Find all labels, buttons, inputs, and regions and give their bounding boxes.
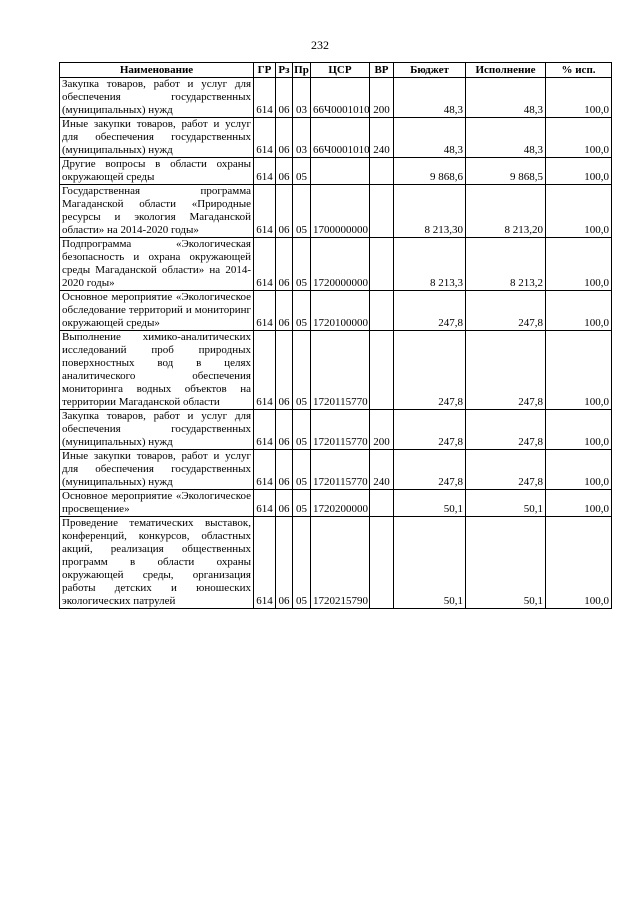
cell-percent: 100,0	[546, 450, 612, 490]
cell-percent: 100,0	[546, 78, 612, 118]
cell-gr: 614	[254, 331, 276, 410]
cell-execution: 48,3	[466, 78, 546, 118]
cell-vr: 240	[370, 450, 394, 490]
cell-name: Основное мероприятие «Экологическое обследование территорий и мониторинг окружающей среды»	[60, 291, 254, 331]
table-row	[60, 331, 612, 410]
header-name: Наименование	[60, 63, 254, 78]
cell-vr	[370, 158, 394, 185]
cell-csr: 1700000000	[311, 185, 370, 238]
cell-execution: 9 868,5	[466, 158, 546, 185]
cell-vr	[370, 331, 394, 410]
table-row	[60, 118, 612, 158]
cell-csr: 1720115770	[311, 331, 370, 410]
cell-name: Закупка товаров, работ и услуг для обеспечения государственных (муниципальных) нужд	[60, 78, 254, 118]
cell-csr: 1720100000	[311, 291, 370, 331]
cell-percent: 100,0	[546, 118, 612, 158]
cell-pr: 03	[293, 78, 311, 118]
cell-vr	[370, 238, 394, 291]
table-row	[60, 410, 612, 450]
budget-table	[59, 62, 612, 609]
cell-budget: 50,1	[394, 517, 466, 609]
cell-name: Иные закупки товаров, работ и услуг для обеспечения государственных (муниципальных) нужд	[60, 118, 254, 158]
page-number: 232	[311, 38, 329, 52]
cell-rz: 06	[276, 450, 293, 490]
cell-name: Основное мероприятие «Экологическое просвещение»	[60, 490, 254, 517]
cell-rz: 06	[276, 517, 293, 609]
cell-csr: 1720200000	[311, 490, 370, 517]
cell-csr: 66Ч0001010	[311, 78, 370, 118]
cell-gr: 614	[254, 158, 276, 185]
cell-pr: 05	[293, 238, 311, 291]
cell-budget: 247,8	[394, 291, 466, 331]
cell-budget: 48,3	[394, 78, 466, 118]
cell-pr: 05	[293, 331, 311, 410]
header-budget: Бюджет	[394, 63, 466, 78]
cell-budget: 8 213,3	[394, 238, 466, 291]
cell-rz: 06	[276, 490, 293, 517]
cell-vr: 200	[370, 410, 394, 450]
cell-execution: 50,1	[466, 490, 546, 517]
cell-rz: 06	[276, 410, 293, 450]
cell-vr: 240	[370, 118, 394, 158]
cell-name: Другие вопросы в области охраны окружающей среды	[60, 158, 254, 185]
cell-csr: 1720115770	[311, 410, 370, 450]
cell-gr: 614	[254, 450, 276, 490]
cell-csr: 1720215790	[311, 517, 370, 609]
cell-execution: 247,8	[466, 450, 546, 490]
table-row	[60, 490, 612, 517]
cell-percent: 100,0	[546, 238, 612, 291]
cell-gr: 614	[254, 118, 276, 158]
cell-rz: 06	[276, 158, 293, 185]
header-gr: ГР	[254, 63, 276, 78]
cell-percent: 100,0	[546, 158, 612, 185]
cell-gr: 614	[254, 517, 276, 609]
cell-budget: 9 868,6	[394, 158, 466, 185]
cell-budget: 247,8	[394, 450, 466, 490]
cell-vr	[370, 490, 394, 517]
table-row	[60, 185, 612, 238]
table-row	[60, 291, 612, 331]
cell-pr: 05	[293, 291, 311, 331]
cell-rz: 06	[276, 291, 293, 331]
cell-rz: 06	[276, 185, 293, 238]
cell-gr: 614	[254, 490, 276, 517]
table-row	[60, 238, 612, 291]
table-row	[60, 158, 612, 185]
cell-vr	[370, 185, 394, 238]
cell-gr: 614	[254, 238, 276, 291]
cell-execution: 48,3	[466, 118, 546, 158]
cell-percent: 100,0	[546, 410, 612, 450]
cell-rz: 06	[276, 331, 293, 410]
cell-percent: 100,0	[546, 490, 612, 517]
header-pr: Пр	[294, 63, 309, 76]
cell-execution: 247,8	[466, 331, 546, 410]
cell-rz: 06	[276, 118, 293, 158]
cell-execution: 247,8	[466, 291, 546, 331]
cell-csr	[311, 158, 370, 185]
cell-vr: 200	[370, 78, 394, 118]
cell-csr: 1720115770	[311, 450, 370, 490]
cell-name: Выполнение химико-аналитических исследований проб природных поверхностных вод в целях аналитического обеспечения мониторинга водных объектов на территории Магаданской области	[60, 331, 254, 410]
cell-budget: 8 213,30	[394, 185, 466, 238]
table-row	[60, 78, 612, 118]
cell-gr: 614	[254, 291, 276, 331]
cell-pr: 05	[293, 410, 311, 450]
table-row	[60, 517, 612, 609]
header-percent: % исп.	[546, 63, 612, 78]
cell-rz: 06	[276, 78, 293, 118]
cell-pr: 05	[293, 517, 311, 609]
cell-name: Государственная программа Магаданской области «Природные ресурсы и экология Магаданской области» на 2014-2020 годы»	[60, 185, 254, 238]
cell-vr	[370, 291, 394, 331]
cell-execution: 8 213,2	[466, 238, 546, 291]
table-header-row	[60, 63, 612, 78]
cell-budget: 247,8	[394, 331, 466, 410]
cell-pr: 03	[293, 118, 311, 158]
header-rz: Рз	[276, 63, 293, 78]
cell-pr: 05	[293, 158, 311, 185]
cell-execution: 8 213,20	[466, 185, 546, 238]
cell-name: Подпрограмма «Экологическая безопасность и охрана окружающей среды Магаданской области» на 2014-2020 годы»	[60, 238, 254, 291]
cell-pr: 05	[293, 490, 311, 517]
cell-vr	[370, 517, 394, 609]
cell-pr: 05	[293, 185, 311, 238]
cell-percent: 100,0	[546, 291, 612, 331]
cell-budget: 50,1	[394, 490, 466, 517]
cell-pr: 05	[293, 450, 311, 490]
cell-name: Иные закупки товаров, работ и услуг для обеспечения государственных (муниципальных) нужд	[60, 450, 254, 490]
header-csr: ЦСР	[311, 63, 370, 78]
header-vr: ВР	[370, 63, 394, 78]
cell-percent: 100,0	[546, 517, 612, 609]
cell-rz: 06	[276, 238, 293, 291]
cell-execution: 247,8	[466, 410, 546, 450]
cell-csr: 66Ч0001010	[311, 118, 370, 158]
cell-execution: 50,1	[466, 517, 546, 609]
cell-gr: 614	[254, 78, 276, 118]
cell-name: Проведение тематических выставок, конференций, конкурсов, областных акций, реализация общественных программ в области охраны окружающей среды, организация работы детских и юношеских экологических патрулей	[60, 517, 254, 609]
header-execution: Исполнение	[466, 63, 546, 78]
cell-name: Закупка товаров, работ и услуг для обеспечения государственных (муниципальных) нужд	[60, 410, 254, 450]
table-row	[60, 450, 612, 490]
cell-budget: 48,3	[394, 118, 466, 158]
cell-budget: 247,8	[394, 410, 466, 450]
cell-percent: 100,0	[546, 185, 612, 238]
cell-gr: 614	[254, 185, 276, 238]
cell-percent: 100,0	[546, 331, 612, 410]
cell-gr: 614	[254, 410, 276, 450]
cell-csr: 1720000000	[311, 238, 370, 291]
